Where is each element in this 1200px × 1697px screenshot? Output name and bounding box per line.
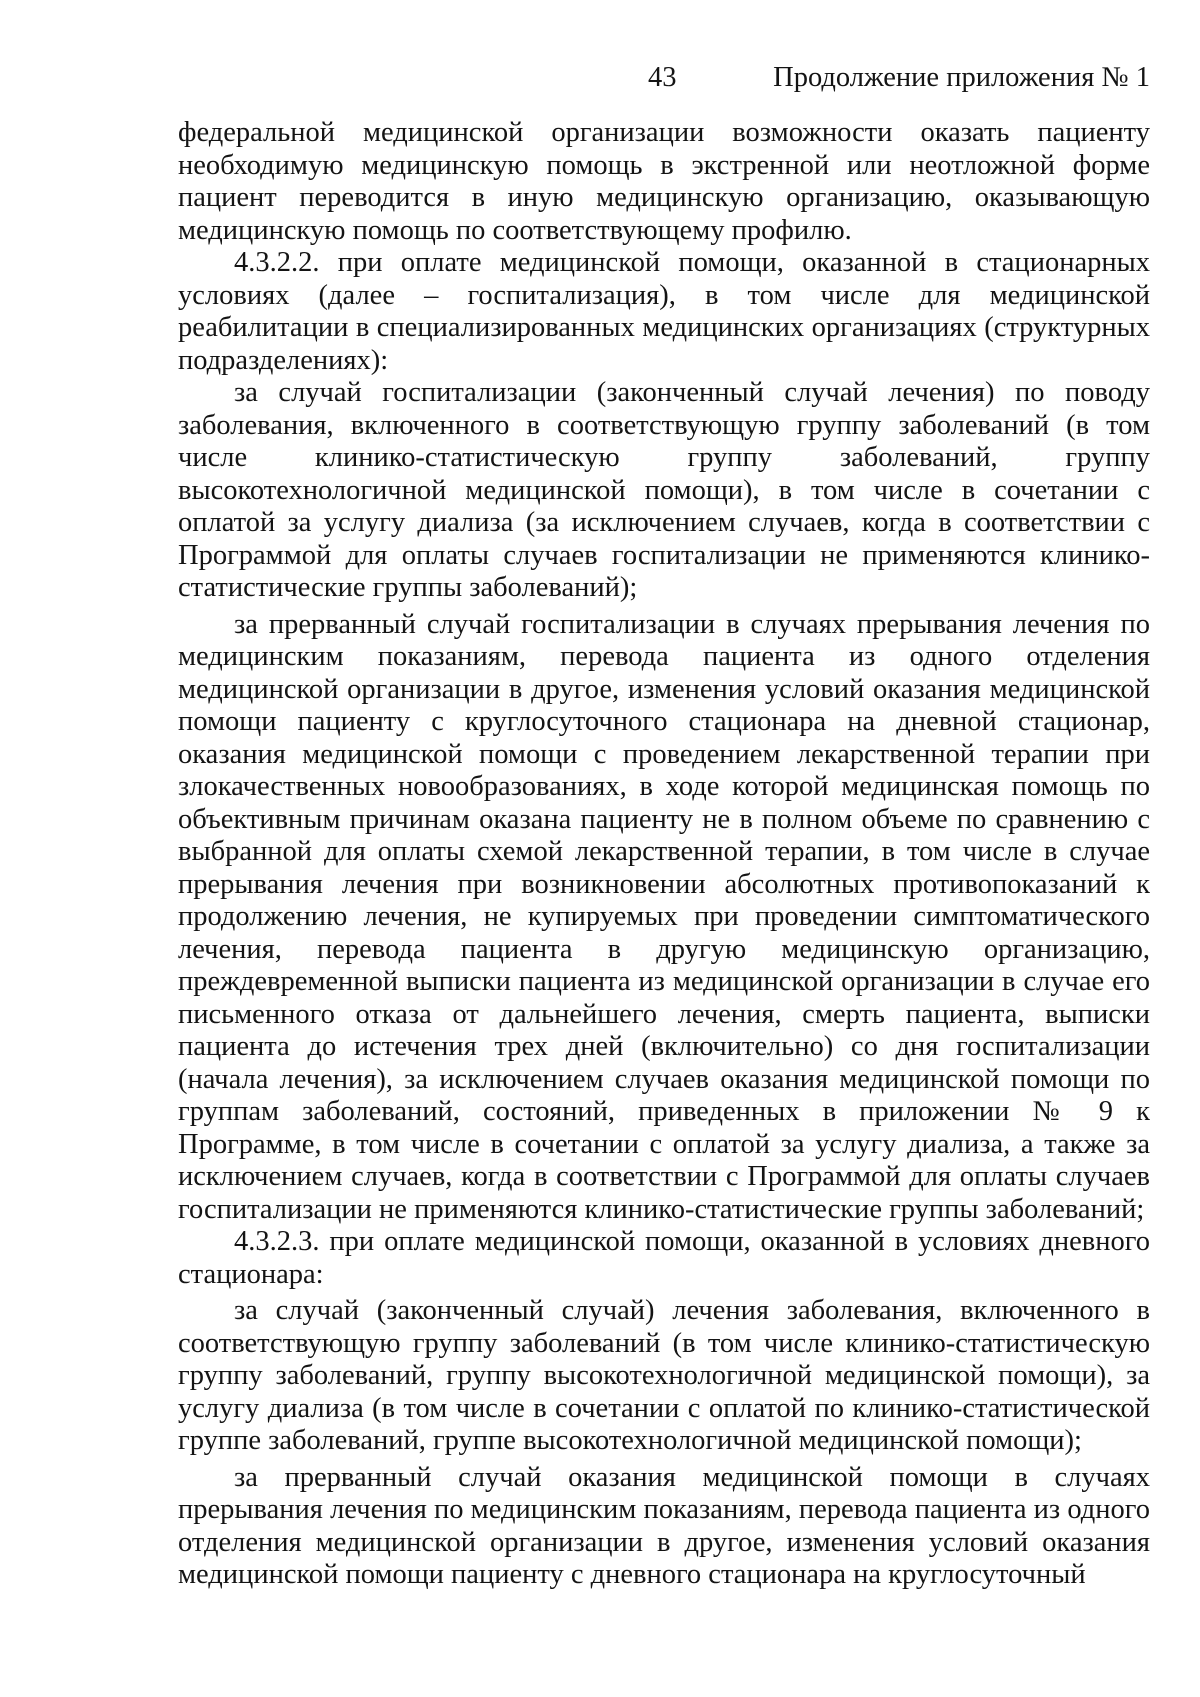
paragraph-4-3-2-3-day-hospital-payment: 4.3.2.3. при оплате медицинской помощи, оказанной в условиях дневного стационара: [178,1226,1150,1290]
paragraph-completed-day-hospital-case: за случай (законченный случай) лечения заболевания, включенного в соответствующую группу заболеваний (в том числе клинико-статистическую группу заболеваний, группу высокотехнологичной медицинской помощи), за услугу диализа (в том числе в сочетании с оплатой по клинико-статистической группе заболеваний, группе высокотехнологичной медицинской помощи); [178,1295,1150,1456]
paragraph-interrupted-hospitalization-case: за прерванный случай госпитализации в случаях прерывания лечения по медицинским показаниям, перевода пациента из одного отделения медицинской организации в другое, изменения условий оказания медицинской помощи пациенту с круглосуточного стационара на дневной стационар, оказания медицинской помощи с проведением лекарственной терапии при злокачественных новообразованиях, в ходе которой медицинская помощь по объективным причинам оказана пациенту не в полном объеме по сравнению с выбранной для оплаты схемой лекарственной терапии, в том числе в случае прерывания лечения при возникновении абсолютных противопоказаний к продолжению лечения, не купируемых при проведении симптоматического лечения, перевода пациента в другую медицинскую организацию, преждевременной выписки пациента из медицинской организации в случае его письменного отказа от дальнейшего лечения, смерть пациента, выписки пациента до истечения трех дней (включительно) со дня госпитализации (начала лечения), за исключением случаев оказания медицинской помощи по группам заболеваний, состояний, приведенных в приложении № 9 к Программе, в том числе в сочетании с оплатой за услугу диализа, а также за исключением случаев, когда в соответствии с Программой для оплаты случаев госпитализации не применяются клинико-статистические группы заболеваний; [178,608,1150,1225]
paragraph-interrupted-day-hospital-case: за прерванный случай оказания медицинской помощи в случаях прерывания лечения по медицинским показаниям, перевода пациента из одного отделения медицинской организации в другое, изменения условий оказания медицинской помощи пациенту с дневного стационара на круглосуточный [178,1461,1150,1590]
paragraph-completed-hospitalization-case: за случай госпитализации (законченный случай лечения) по поводу заболевания, включенного в соответствующую группу заболеваний (в том числе клинико-статистическую группу заболеваний, группу высокотехнологичной медицинской помощи), в том числе в сочетании с оплатой за услугу диализа (за исключением случаев, когда в соответствии с Программой для оплаты случаев госпитализации не применяются клинико-статистические группы заболеваний); [178,377,1150,603]
paragraph-4-3-2-2-inpatient-payment: 4.3.2.2. при оплате медицинской помощи, оказанной в стационарных условиях (далее – госпитализация), в том числе для медицинской реабилитации в специализированных медицинских организациях (структурных подразделениях): [178,247,1150,376]
appendix-continuation-label: Продолжение приложения № 1 [773,62,1150,93]
page-number: 43 [648,62,677,93]
paragraph-referral-continuation: федеральной медицинской организации возможности оказать пациенту необходимую медицинскую помощь в экстренной или неотложной форме пациент переводится в иную медицинскую организацию, оказывающую медицинскую помощь по соответствующему профилю. [178,117,1150,246]
page-header [178,58,1150,98]
document-body [178,117,1150,1592]
